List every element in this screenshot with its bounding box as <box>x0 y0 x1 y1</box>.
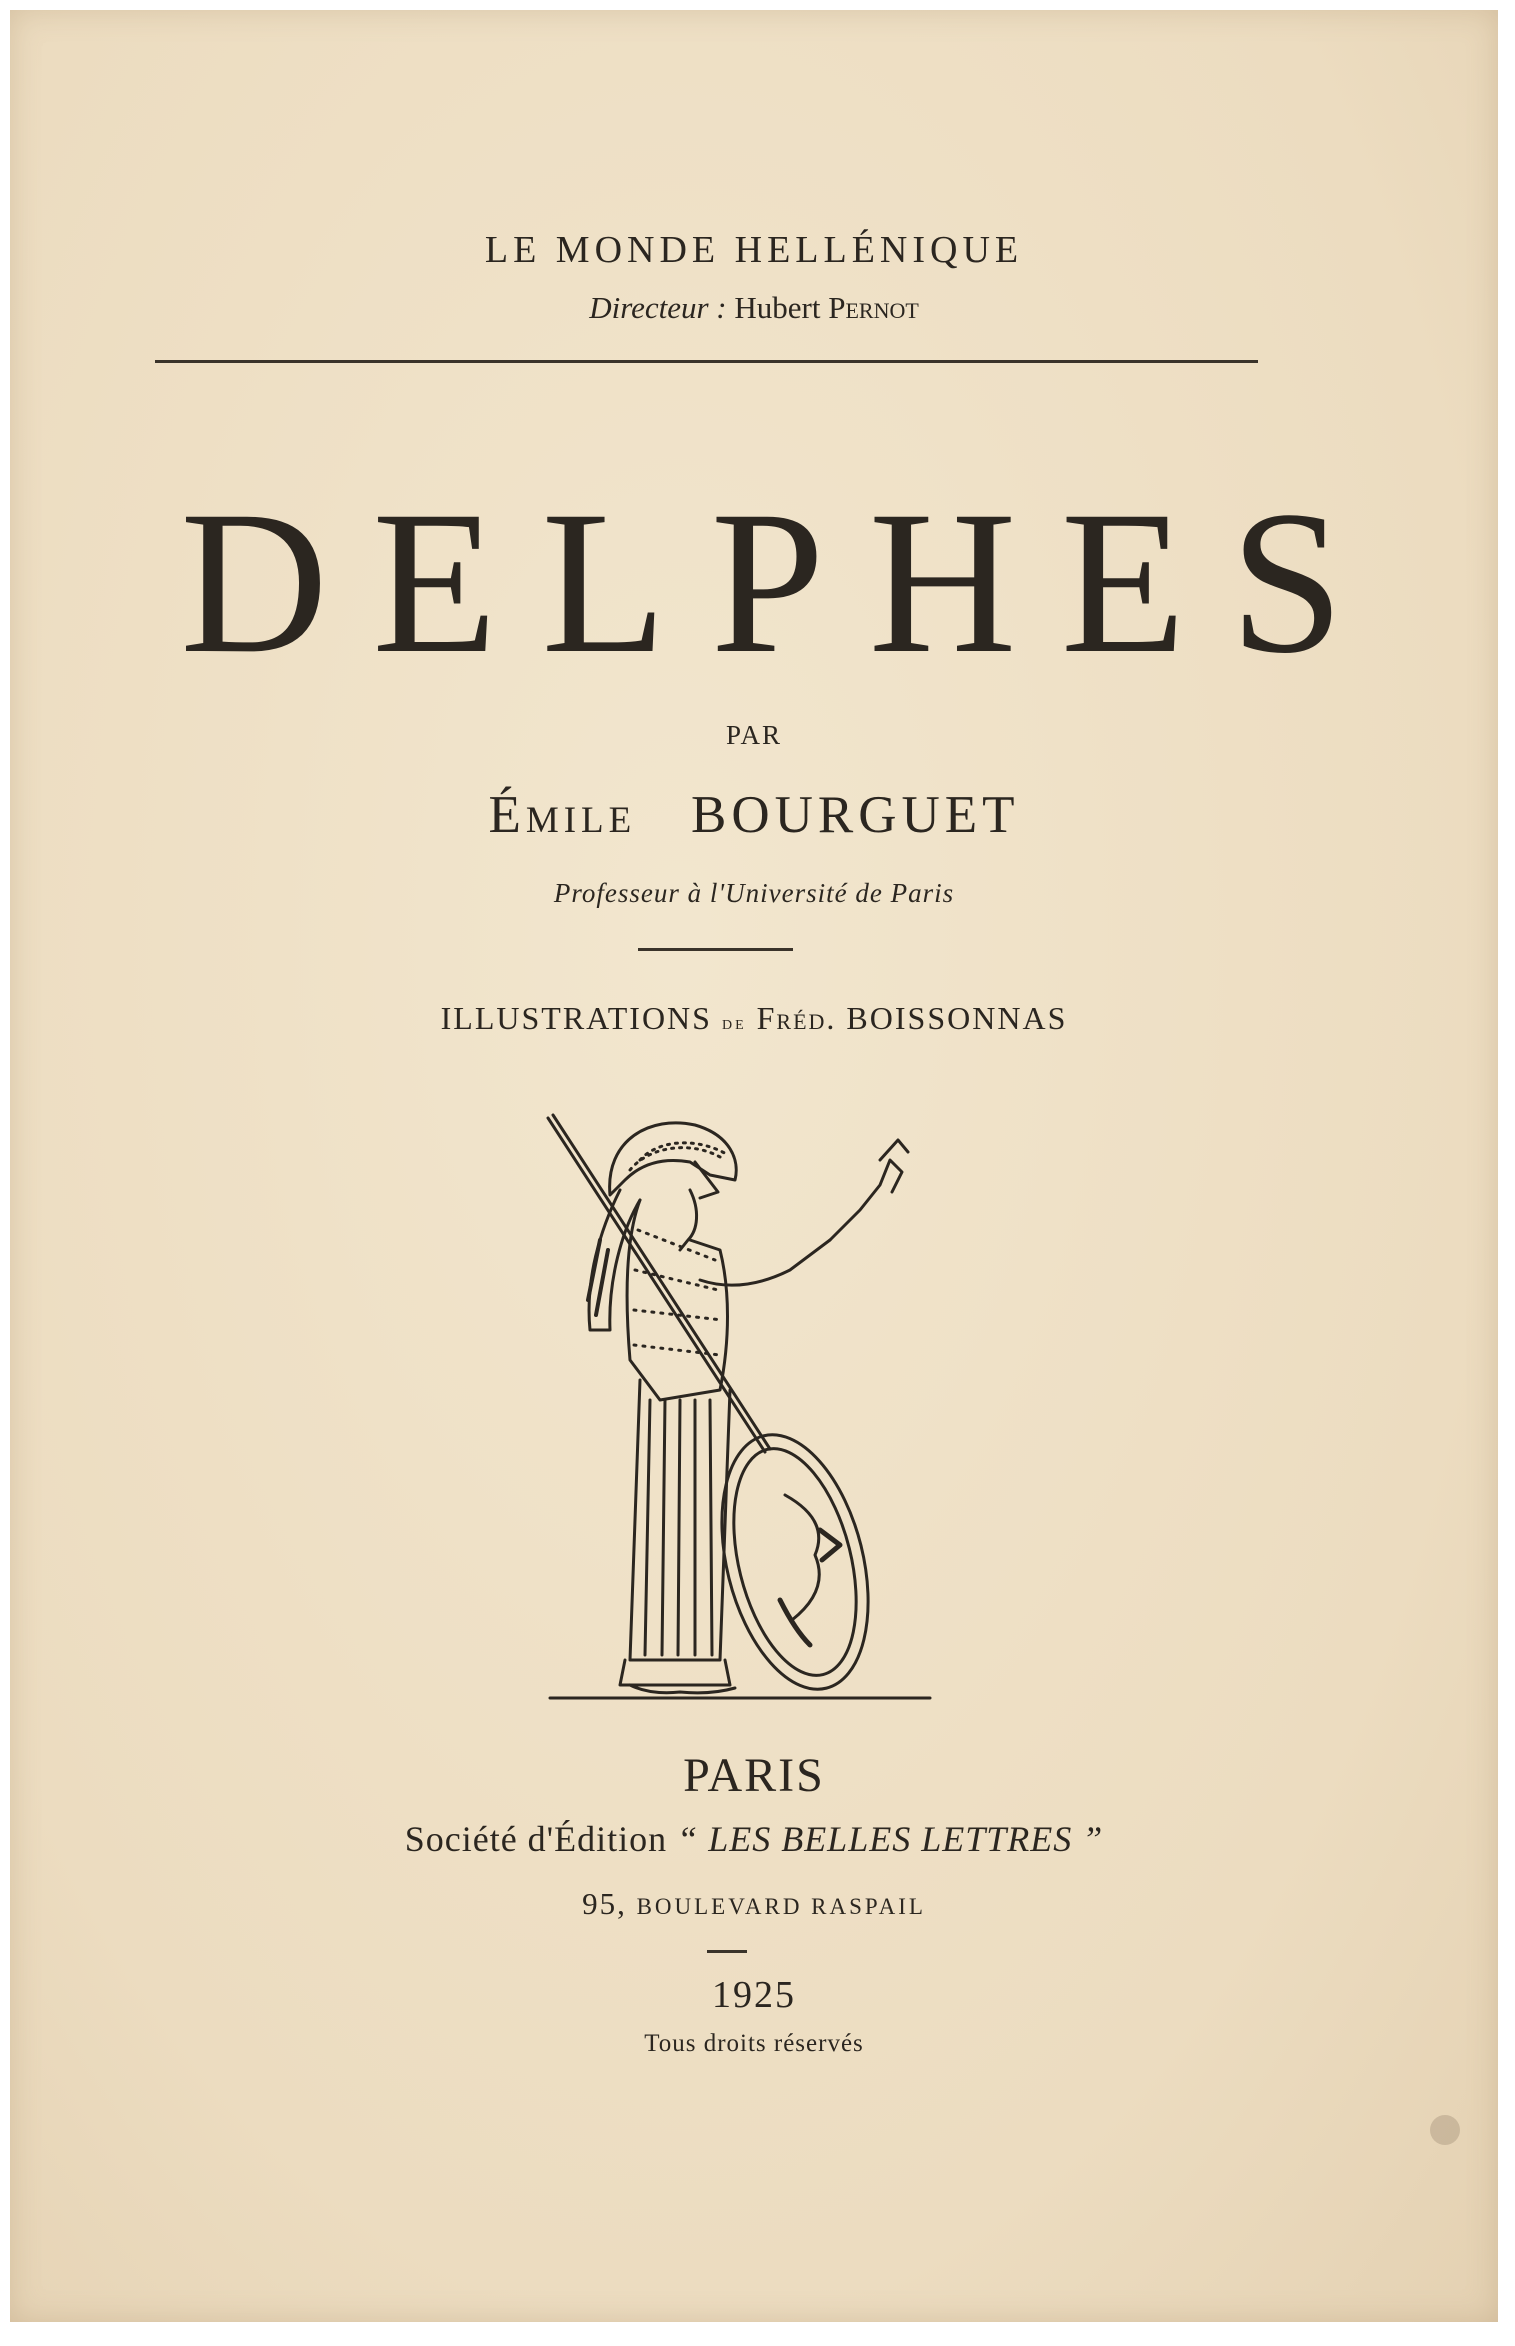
author-first-initial: É <box>488 786 526 844</box>
illustrations-credit <box>10 1000 1498 1037</box>
publisher-prefix: Société d'Édition <box>404 1819 668 1859</box>
director-first-name: Hubert <box>734 290 821 325</box>
series-name: LE MONDE HELLÉNIQUE <box>484 229 1024 271</box>
imprint-city: PARIS <box>683 1749 825 1802</box>
author-position: Professeur à l'Université de Paris <box>553 878 955 908</box>
address-street: BOULEVARD RASPAIL <box>636 1894 926 1919</box>
header-divider <box>155 360 1258 363</box>
director-label: Directeur : <box>589 290 727 325</box>
author-name <box>10 785 1498 845</box>
author-divider <box>638 948 793 951</box>
illustrator-first-name: Fréd. <box>756 1000 837 1036</box>
rights-notice: Tous droits réservés <box>644 2030 864 2057</box>
director-last-name: Pernot <box>828 290 919 325</box>
athena-illustration <box>530 1100 950 1710</box>
by-label: PAR <box>725 720 783 750</box>
address-number: 95, <box>582 1886 627 1921</box>
author-first-rest: mile <box>525 786 637 844</box>
paper-stain <box>1430 2115 1460 2145</box>
book-title: DELPHES <box>180 469 1388 696</box>
imprint-address <box>10 1886 1498 1922</box>
publication-year: 1925 <box>712 1974 796 2016</box>
imprint-publisher <box>10 1818 1498 1860</box>
illustrations-label: ILLUSTRATIONS <box>440 1000 712 1036</box>
imprint-divider <box>707 1950 747 1953</box>
illustrator-last-name: BOISSONNAS <box>846 1000 1068 1036</box>
series-director <box>10 290 1498 326</box>
illustrations-de: de <box>721 1012 747 1034</box>
title-page <box>10 10 1498 2322</box>
publisher-name: “ LES BELLES LETTRES ” <box>677 1819 1104 1859</box>
author-last-name: BOURGUET <box>691 786 1020 844</box>
